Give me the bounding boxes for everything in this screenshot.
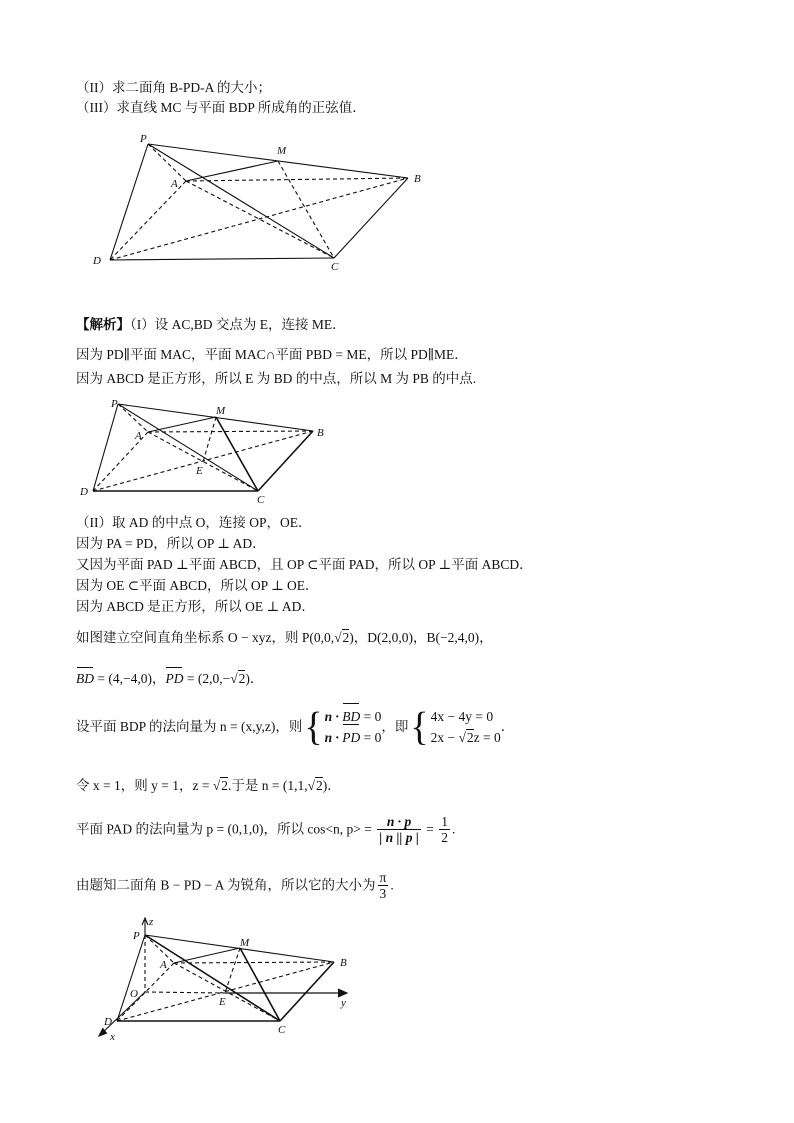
fig1-label-c: C <box>331 261 339 273</box>
fig3-label-o: O <box>130 988 138 1000</box>
fig2-label-a: A <box>135 430 142 442</box>
fig3-label-m: M <box>240 937 250 949</box>
fig1-label-a: A <box>171 178 178 190</box>
fig3-label-x: x <box>110 1031 115 1043</box>
solution-part1-line3: 因为 ABCD 是正方形，所以 E 为 BD 的中点，所以 M 为 PB 的中点. <box>76 371 477 386</box>
solution-vectors-line: BD = (4,−4,0)，PD = (2,0,−√2)． <box>76 671 264 686</box>
solution-cosine-line: 平面 PAD 的法向量为 p = (0,1,0)，所以 cos<n, p> = $\frac{n \cdot p}{| n || p |}$ = $\frac{1}{2}$ . <box>76 814 456 845</box>
fig2-label-e: E <box>196 465 203 477</box>
fig2-label-d: D <box>80 486 88 498</box>
solution-part2-line2: 因为 PA = PD，所以 OP ⊥ AD． <box>76 536 266 551</box>
fig3-label-a: A <box>160 959 167 971</box>
solution-part2-line5: 因为 ABCD 是正方形，所以 OE ⊥ AD． <box>76 599 315 614</box>
fig3-label-y: y <box>341 997 346 1009</box>
fig1-label-m: M <box>277 145 287 157</box>
solution-conclusion-line: 由题知二面角 B − PD − A 为锐角，所以它的大小为 $\frac{\pi}{3}$ . <box>76 870 394 901</box>
solution-normal-vector-result: 令 x = 1，则 y = 1，z = √2.于是 n = (1,1,√2)． <box>76 778 341 793</box>
fig2-label-p: P <box>111 398 118 410</box>
fig2-label-c: C <box>257 494 265 506</box>
fig3-label-b: B <box>340 957 347 969</box>
solution-coordinates-line: 如图建立空间直角坐标系 O − xyz，则 P(0,0,√2)，D(2,0,0)，B(−2,4,0)， <box>76 630 493 645</box>
solution-part2-line4: 因为 OE ⊂平面 ABCD，所以 OP ⊥ OE． <box>76 578 319 593</box>
solution-part2-line1: （II）取 AD 的中点 O，连接 OP，OE． <box>76 515 312 530</box>
solution-part1-line2: 因为 PD∥平面 MAC，平面 MAC∩平面 PBD = ME，所以 PD∥ME． <box>76 347 468 362</box>
fig3-label-p: P <box>133 930 140 942</box>
fig1-label-b: B <box>414 173 421 185</box>
fig3-label-c: C <box>278 1024 286 1036</box>
fig3-label-d: D <box>104 1016 112 1028</box>
fig3-label-z: z <box>149 916 154 928</box>
question-part-2: （II）求二面角 B-PD-A 的大小； <box>76 80 271 95</box>
solution-part2-line3: 又因为平面 PAD ⊥平面 ABCD，且 OP ⊂平面 PAD，所以 OP ⊥平面 ABCD． <box>76 557 533 572</box>
fig2-label-b: B <box>317 427 324 439</box>
solution-part1-line1: 【解析】（I）设 AC,BD 交点为 E，连接 ME． <box>76 317 346 332</box>
fig3-label-e: E <box>219 996 226 1008</box>
solution-normal-vector-system: 设平面 BDP 的法向量为 n = (x,y,z)，则{ n · BD = 0 n · PD = 0 ，即{ 4x − 4y = 0 2x − √2z = 0 ． <box>76 704 515 750</box>
question-part-3: （III）求直线 MC 与平面 BDP 所成角的正弦值． <box>76 100 366 115</box>
fig1-label-p: P <box>140 133 147 145</box>
fig1-label-d: D <box>93 255 101 267</box>
solution-heading: 【解析】 <box>76 317 130 332</box>
fig2-label-m: M <box>216 405 226 417</box>
